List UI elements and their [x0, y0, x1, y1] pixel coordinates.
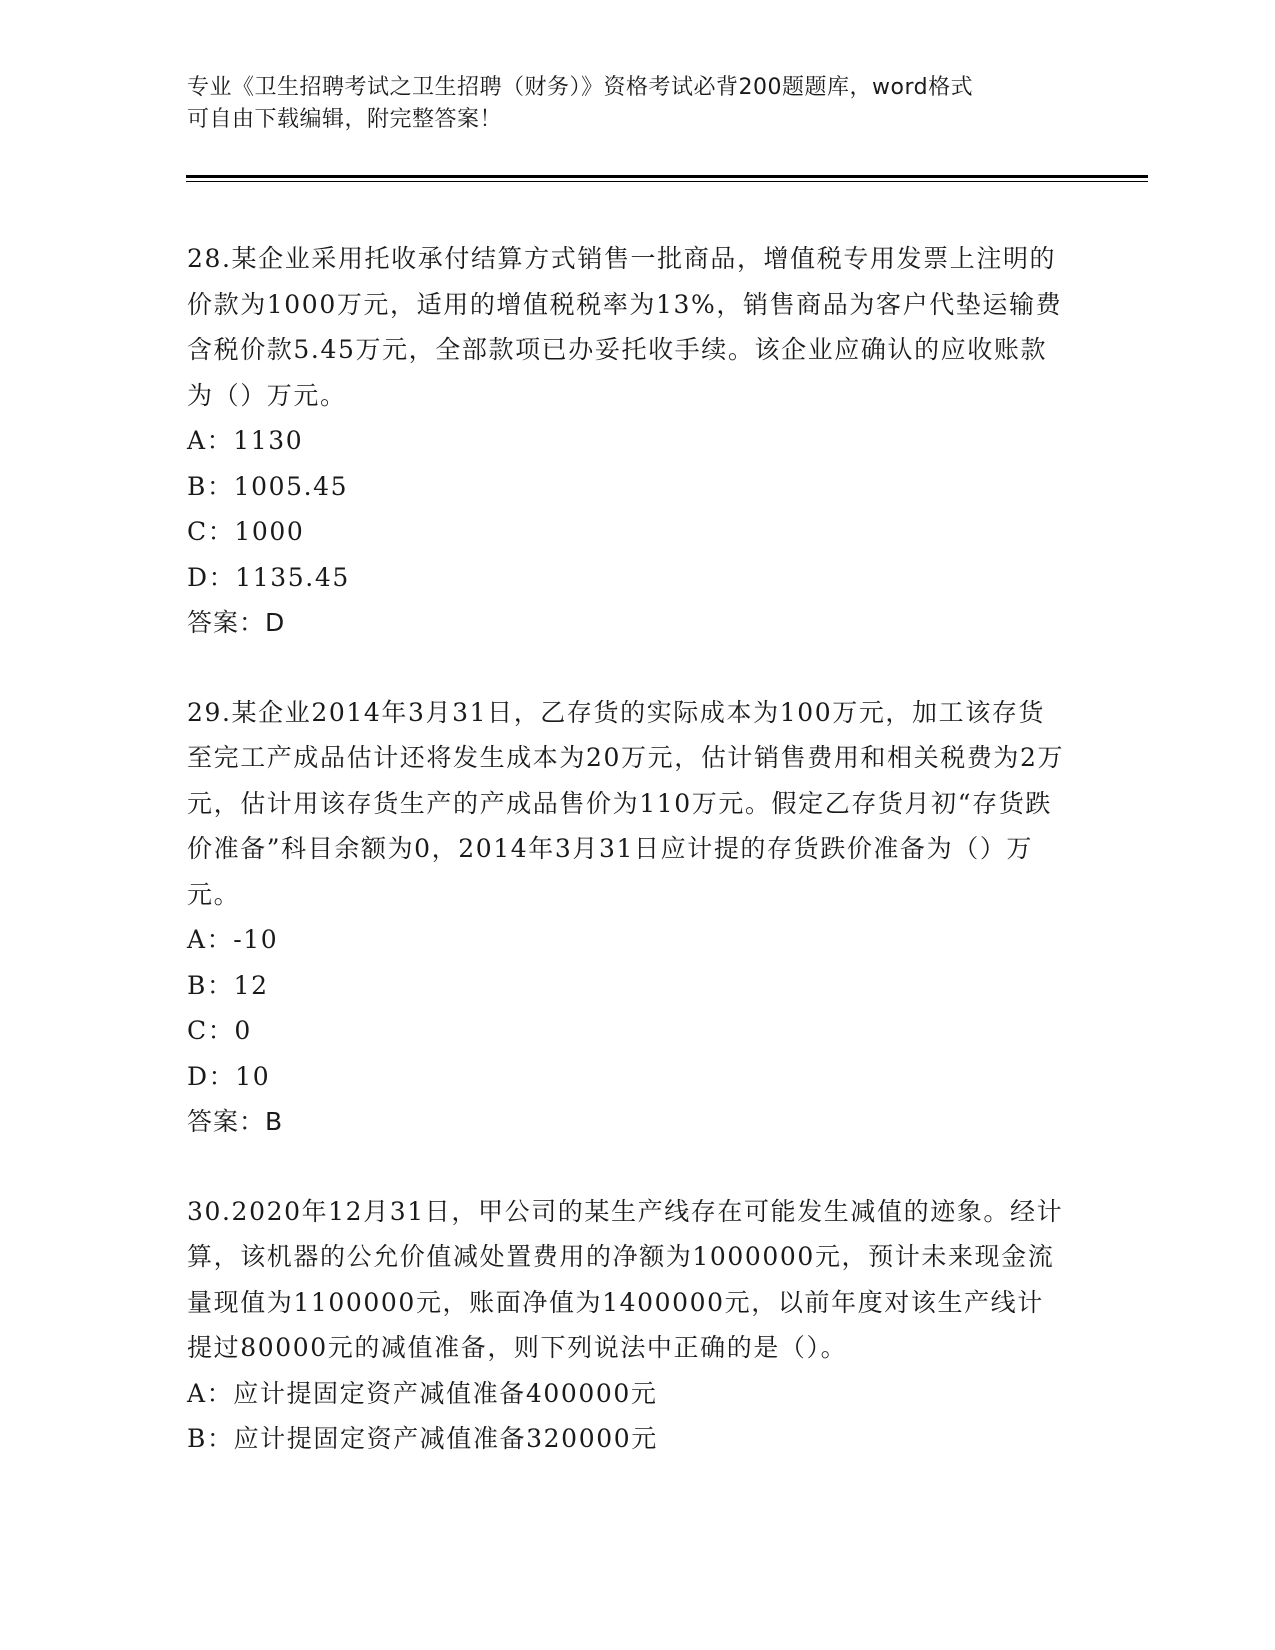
- option-b: B：12: [187, 970, 269, 1000]
- header-line-1: 专业《卫生招聘考试之卫生招聘（财务）》资格考试必背200题题库，word格式: [187, 75, 974, 100]
- option-list: [187, 1371, 1067, 1462]
- option-list: [187, 917, 1067, 1099]
- question-29: [187, 690, 1067, 1145]
- header-line-2: 可自由下载编辑，附完整答案！: [187, 107, 503, 132]
- option-a: A：应计提固定资产减值准备400000元: [187, 1378, 658, 1408]
- option-b: B：应计提固定资产减值准备320000元: [187, 1424, 658, 1453]
- option-c: C：1000: [187, 517, 305, 546]
- option-d: D：1135.45: [187, 562, 350, 592]
- header-rule-thin: [186, 181, 1148, 182]
- document-header: [187, 72, 1087, 136]
- question-stem: 29.某企业2014年3月31日，乙存货的实际成本为100万元，加工该存货至完工产成品估计还将发生成本为20万元，估计销售费用和相关税费为2万元，估计用该存货生产的产成品售价为110万元。假定乙存货月初“存货跌价准备”科目余额为0，2014年3月31日应计提的存货跌价准备为（）万元。: [187, 697, 1065, 909]
- question-stem: 30.2020年12月31日，甲公司的某生产线存在可能发生减值的迹象。经计算，该机器的公允价值减处置费用的净额为1000000元，预计未来现金流量现值为1100000元，账面净值为1400000元，以前年度对该生产线计提过80000元的减值准备，则下列说法中正确的是（）。: [187, 1196, 1064, 1362]
- answer-label: 答案：D: [187, 608, 286, 637]
- option-b: B：1005.45: [187, 471, 349, 501]
- question-28: [187, 236, 1067, 646]
- option-c: C：0: [187, 1016, 252, 1045]
- option-a: A：1130: [187, 426, 304, 455]
- option-list: [187, 418, 1067, 600]
- answer-label: 答案：B: [187, 1107, 284, 1136]
- option-a: A：-10: [187, 925, 279, 954]
- header-rule-thick: [186, 175, 1148, 178]
- option-d: D：10: [187, 1061, 271, 1091]
- question-stem: 28.某企业采用托收承付结算方式销售一批商品，增值税专用发票上注明的价款为1000万元，适用的增值税税率为13%，销售商品为客户代垫运输费含税价款5.45万元，全部款项已办妥托收手续。该企业应确认的应收账款为（）万元。: [187, 244, 1063, 410]
- question-list: [187, 236, 1067, 1506]
- question-30: [187, 1189, 1067, 1462]
